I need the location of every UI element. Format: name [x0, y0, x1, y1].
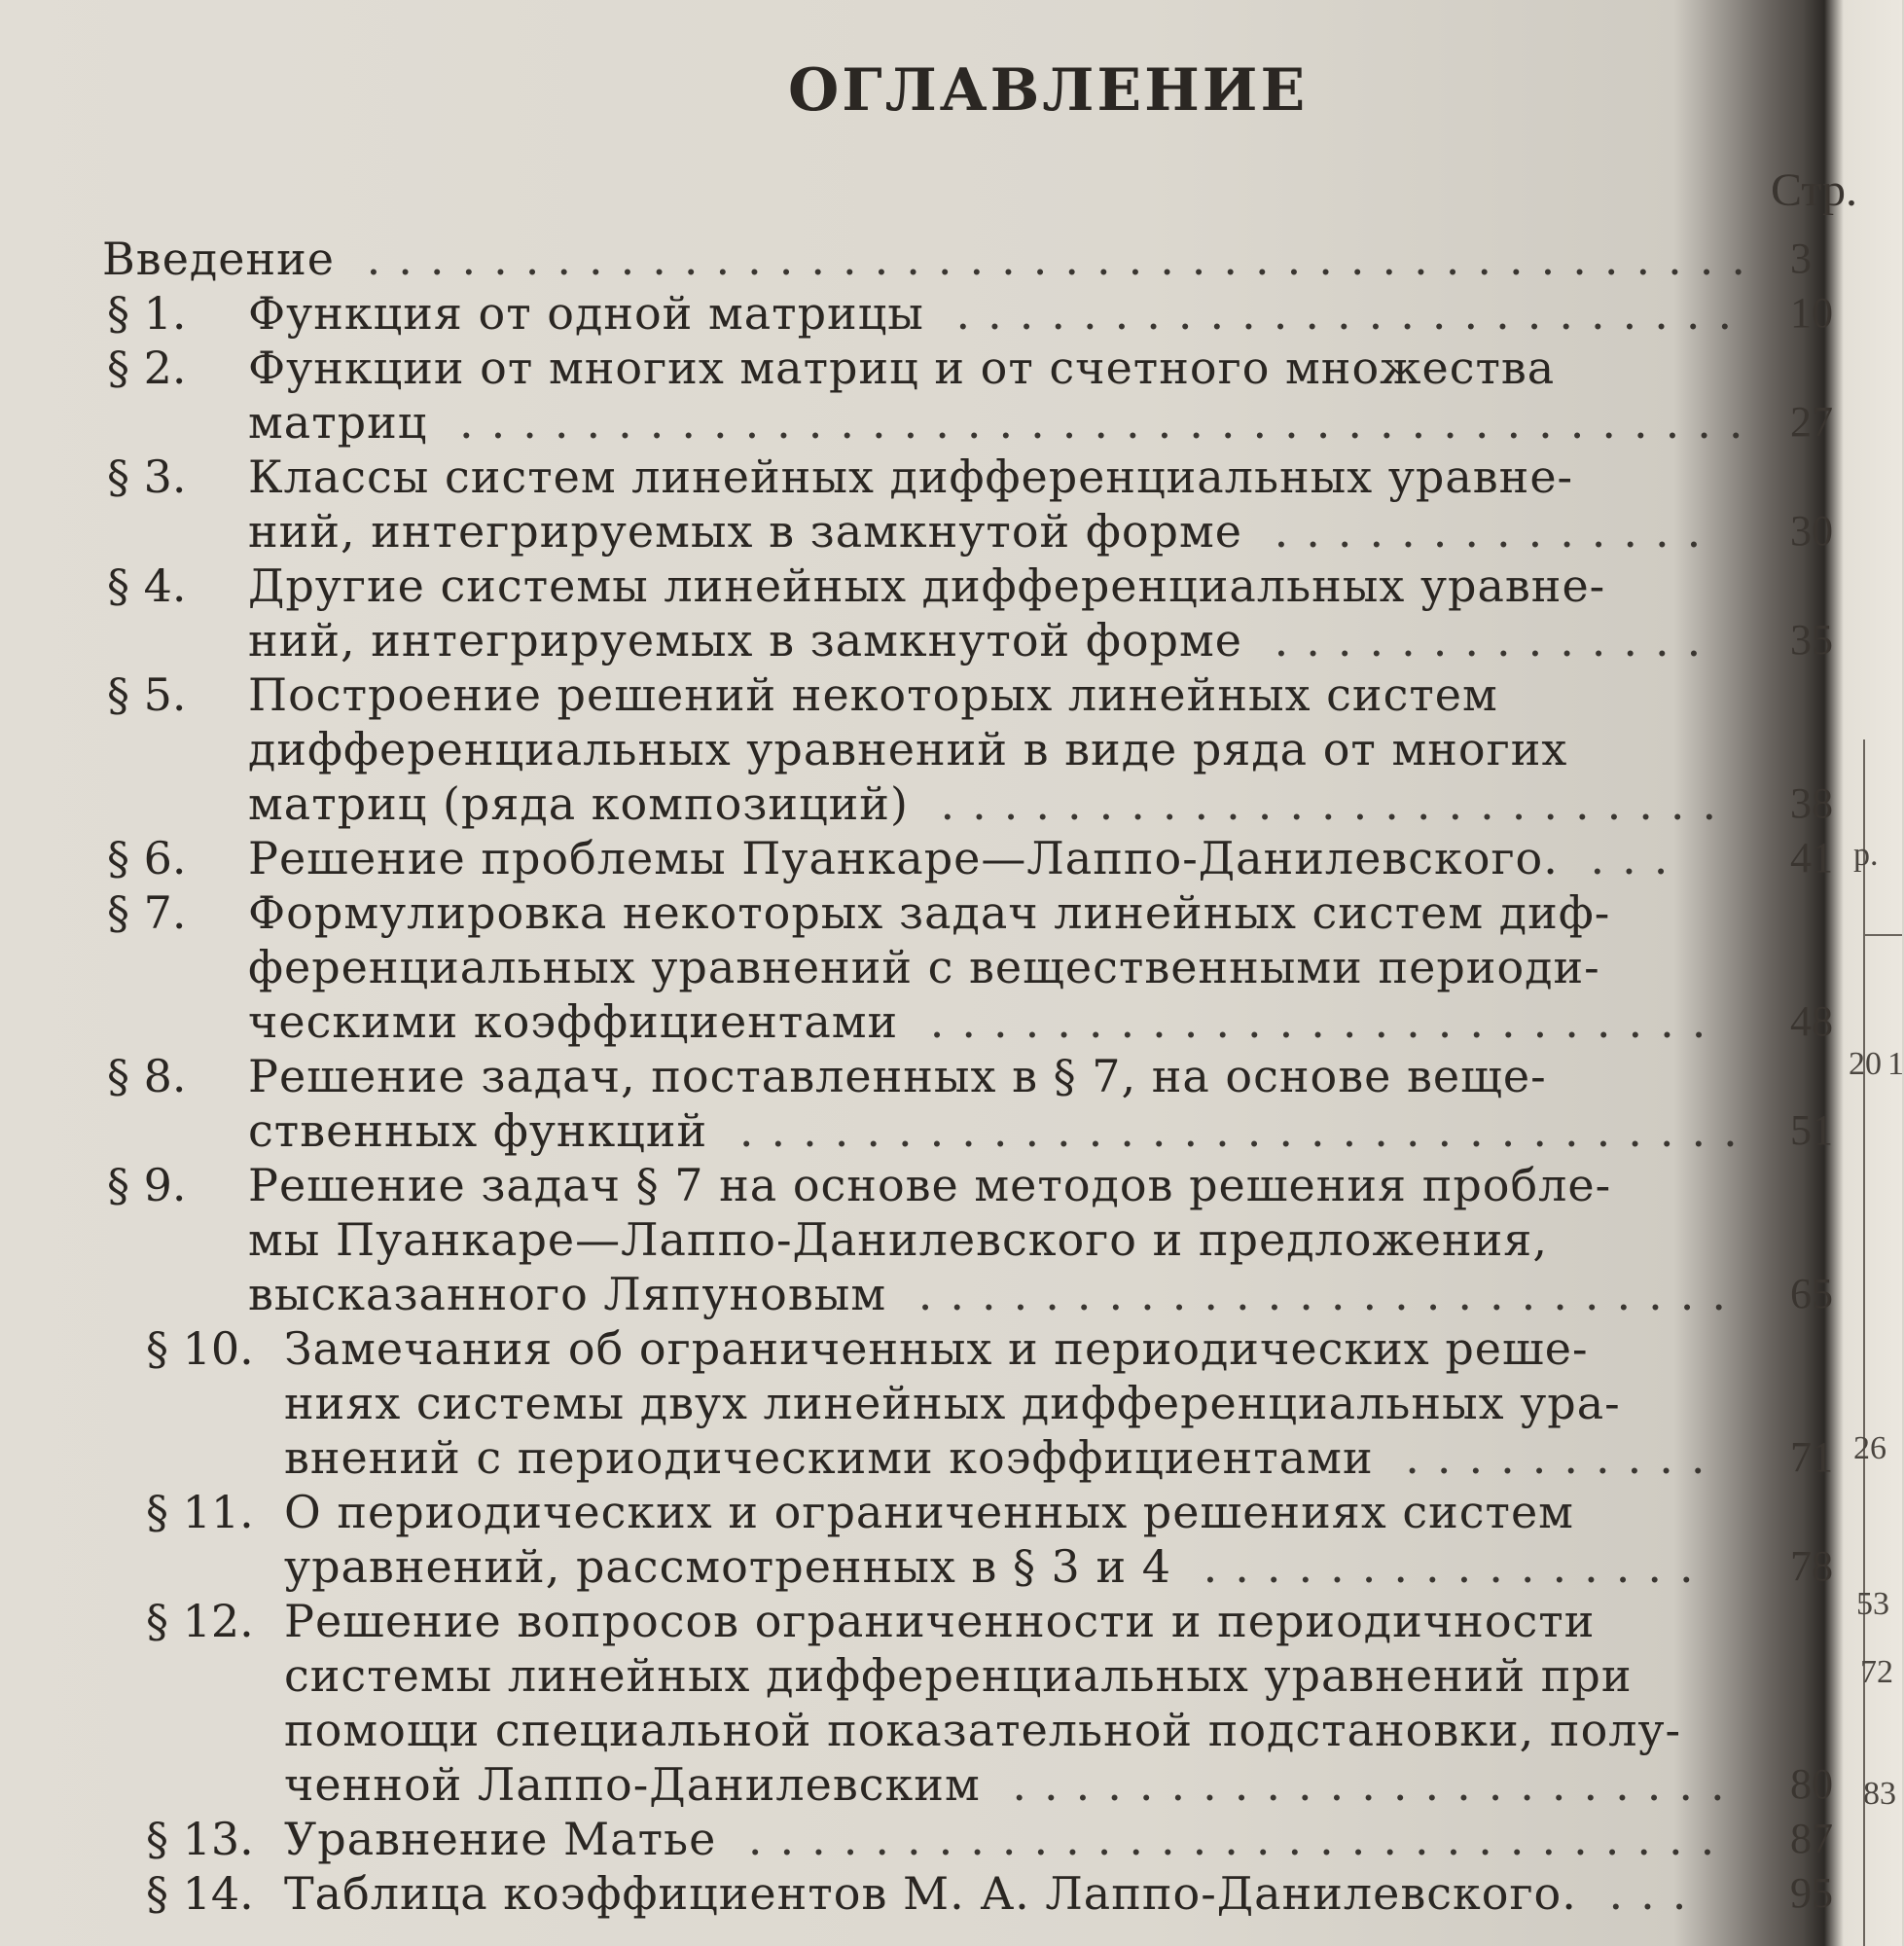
section-number: § 1. [107, 287, 187, 340]
section-number: § 11. [146, 1486, 254, 1538]
section-number: § 5. [107, 668, 187, 721]
page-number: 87 [1790, 1815, 1833, 1862]
entry-line [248, 1047, 1547, 1105]
section-number: § 12. [146, 1595, 254, 1647]
page-number: 38 [1790, 779, 1833, 827]
entry-line [248, 339, 1555, 397]
page-number: 35 [1790, 616, 1833, 664]
dot-leader: ......................... [898, 995, 1724, 1048]
entry-line [284, 1428, 1722, 1487]
entry-text: Введение [102, 233, 336, 285]
entry-text: Решение задач § 7 на основе методов решения пробле- [248, 1159, 1612, 1211]
entry-line [248, 938, 1600, 996]
entry-text: ческими коэффициентами [248, 995, 899, 1048]
entry-text: Построение решений некоторых линейных систем [248, 668, 1498, 721]
entry-line [248, 775, 1734, 833]
entry-text: Функция от одной матрицы [248, 287, 924, 340]
dot-leader: ......................... [908, 777, 1735, 830]
section-number: § 2. [107, 342, 187, 394]
entry-text: Классы систем линейных дифференциальных уравне- [248, 450, 1574, 503]
entry-line [284, 1701, 1681, 1759]
entry-line [284, 1483, 1574, 1541]
entry-line [248, 829, 1685, 887]
entry-text: матриц (ряда композиций) [248, 777, 909, 830]
entry-line [248, 883, 1610, 942]
page-title: ОГЛАВЛЕНИЕ [788, 56, 1309, 125]
entry-text: ченной Лаппо-Данилевским [284, 1758, 981, 1811]
entry-text: внений с периодическими коэффициентами [284, 1431, 1374, 1484]
entry-text: ний, интегрируемых в замкнутой форме [248, 614, 1242, 667]
entry-text: дифференциальных уравнений в виде ряда от многих [248, 723, 1568, 775]
entry-text: матриц [248, 396, 428, 449]
entry-line [248, 992, 1723, 1051]
section-number: § 7. [107, 886, 187, 939]
dot-leader: ............................... [716, 1813, 1733, 1865]
page-number: 48 [1790, 997, 1833, 1045]
entry-line [284, 1755, 1742, 1814]
dot-leader: .......................... [886, 1268, 1743, 1320]
page-number: 51 [1790, 1106, 1833, 1154]
section-number: § 9. [107, 1159, 187, 1211]
adjacent-fragment: 72 [1860, 1654, 1893, 1690]
dot-leader: ......................... [923, 287, 1750, 340]
entry-line [248, 720, 1567, 778]
adjacent-fragment: 20 [1849, 1046, 1882, 1082]
entry-line [284, 1592, 1595, 1650]
entry-line [284, 1810, 1732, 1868]
entry-line [248, 1101, 1755, 1160]
entry-line [284, 1319, 1589, 1378]
entry-text: системы линейных дифференциальных уравнений при [284, 1649, 1633, 1702]
adjacent-fragment: 1 [1887, 1046, 1904, 1082]
entry-line [248, 393, 1760, 451]
dot-leader: .......... [1373, 1431, 1723, 1484]
dot-leader: .............. [1241, 614, 1719, 667]
entry-text: помощи специальной показательной подстановки, полу- [284, 1704, 1682, 1756]
entry-line [248, 611, 1718, 669]
entry-line [248, 1265, 1743, 1323]
dot-leader: ................ [1171, 1540, 1711, 1593]
entry-text: Уравнение Матье [284, 1813, 717, 1865]
page-number: 65 [1790, 1270, 1833, 1317]
entry-text: Формулировка некоторых задач линейных систем диф- [248, 886, 1611, 939]
section-number: § 4. [107, 559, 187, 612]
adjacent-fragment: р. [1853, 837, 1879, 873]
entry-text: ференциальных уравнений с вещественными периоди- [248, 941, 1600, 993]
entry-line [248, 448, 1573, 506]
entry-text: мы Пуанкаре—Лаппо-Данилевского и предложения, [248, 1213, 1548, 1266]
entry-text: Решение вопросов ограниченности и периодичности [284, 1595, 1596, 1647]
dot-leader: ... [1576, 1867, 1705, 1920]
entry-text: Замечания об ограниченных и периодических реше- [284, 1322, 1589, 1375]
adjacent-fragment: 83 [1863, 1776, 1896, 1812]
entry-line [284, 1864, 1704, 1923]
page-number: 78 [1790, 1542, 1833, 1590]
entry-text: Решение проблемы Пуанкаре—Лаппо-Данилевского. [248, 832, 1559, 884]
entry-text: уравнений, рассмотренных в § 3 и 4 [284, 1540, 1171, 1593]
entry-text: Решение задач, поставленных в § 7, на основе веще- [248, 1050, 1547, 1102]
dot-leader: ... [1558, 832, 1686, 884]
section-number: § 10. [146, 1322, 254, 1375]
entry-line [248, 502, 1718, 560]
section-number: § 6. [107, 832, 187, 884]
entry-text: Функции от многих матриц и от счетного множества [248, 342, 1556, 394]
dot-leader: .............. [1241, 505, 1719, 558]
section-number: § 8. [107, 1050, 187, 1102]
dot-leader: ......................................... [427, 396, 1761, 449]
entry-text: ний, интегрируемых в замкнутой форме [248, 505, 1242, 558]
section-number: § 3. [107, 450, 187, 503]
entry-line [248, 1156, 1611, 1214]
entry-line [248, 1210, 1548, 1269]
section-number: § 14. [146, 1867, 254, 1920]
dot-leader: ................................ [707, 1104, 1755, 1157]
adjacent-fragment: 53 [1856, 1586, 1889, 1622]
entry-text: ниях системы двух линейных дифференциальных ура- [284, 1377, 1621, 1429]
entry-line [284, 1646, 1633, 1705]
entry-line [248, 557, 1605, 615]
entry-text: О периодических и ограниченных решениях систем [284, 1486, 1574, 1538]
intro-entry [102, 230, 1763, 288]
entry-line [248, 284, 1749, 342]
entry-text: ственных функций [248, 1104, 708, 1157]
page-number: 10 [1790, 289, 1833, 337]
entry-text: высказанного Ляпуновым [248, 1268, 887, 1320]
entry-text: Другие системы линейных дифференциальных уравне- [248, 559, 1606, 612]
dot-leader: ............................................ [335, 233, 1764, 285]
adjacent-fragment: 26 [1853, 1430, 1886, 1466]
adjacent-page-rule [1863, 934, 1902, 936]
page-number: 27 [1790, 398, 1833, 446]
section-number: § 13. [146, 1813, 254, 1865]
page-column-header: Стр. [1771, 164, 1857, 216]
page-number: 41 [1790, 834, 1833, 882]
entry-line [248, 666, 1498, 724]
dot-leader: ....................... [980, 1758, 1742, 1811]
page-number: 80 [1790, 1760, 1833, 1808]
entry-line [284, 1374, 1621, 1432]
page-number: 95 [1790, 1869, 1833, 1917]
entry-line [284, 1537, 1711, 1596]
entry-text: Таблица коэффициентов М. А. Лаппо-Данилевского. [284, 1867, 1577, 1920]
page-number: 30 [1790, 507, 1833, 555]
page-number: 3 [1790, 234, 1812, 282]
page-number: 71 [1790, 1433, 1833, 1481]
